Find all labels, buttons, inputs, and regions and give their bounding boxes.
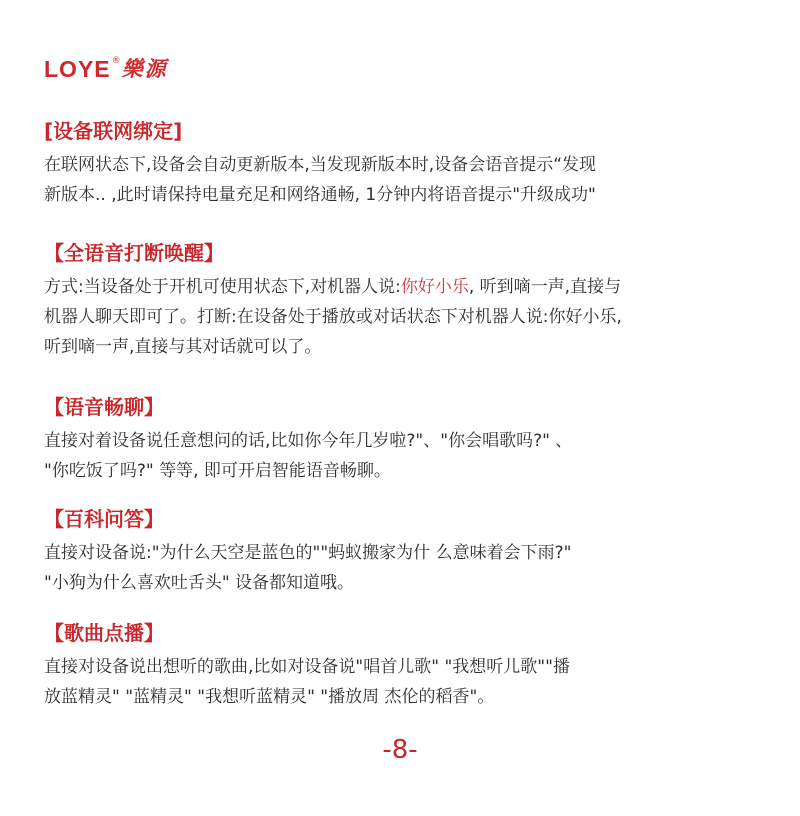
body-text: , 听到嘀一声,直接与 bbox=[468, 277, 622, 297]
section-heading: 【百科问答】 bbox=[44, 507, 164, 531]
body-text-line: 直接对设备说出想听的歌曲,比如对设备说"唱首儿歌" "我想听儿歌""播 bbox=[44, 657, 570, 677]
section-heading: 【歌曲点播】 bbox=[44, 621, 164, 645]
logo-latin-text: LOYE bbox=[44, 56, 111, 82]
section-network-binding bbox=[44, 118, 764, 210]
body-text-line: "小狗为什么喜欢吐舌头" 设备都知道哦。 bbox=[44, 573, 355, 593]
body-text-line: 在联网状态下,设备会自动更新版本,当发现新版本时,设备会语音提示“发现 bbox=[44, 155, 597, 175]
body-text-line: 新版本.. ,此时请保持电量充足和网络通畅, 1分钟内将语音提示"升级成功" bbox=[44, 185, 596, 205]
section-heading: [设备联网绑定] bbox=[44, 119, 183, 143]
body-text-line: 放蓝精灵" "蓝精灵" "我想听蓝精灵" "播放周 杰伦的稻香"。 bbox=[44, 687, 495, 707]
body-text-line: "你吃饭了吗?" 等等, 即可开启智能语音畅聊。 bbox=[44, 461, 391, 481]
section-voice-wakeup bbox=[44, 240, 764, 362]
brand-logo bbox=[44, 56, 168, 82]
section-encyclopedia-qa bbox=[44, 506, 764, 598]
registered-mark: ® bbox=[111, 56, 121, 66]
wake-word-highlight: 你好小乐 bbox=[400, 277, 469, 297]
body-text-line bbox=[44, 272, 764, 302]
section-voice-chat bbox=[44, 394, 764, 486]
body-text-line: 机器人聊天即可了。打断:在设备处于播放或对话状态下对机器人说:你好小乐, bbox=[44, 307, 622, 327]
body-text-line: 直接对着设备说任意想问的话,比如你今年几岁啦?"、"你会唱歌吗?" 、 bbox=[44, 431, 573, 451]
body-text-line: 听到嘀一声,直接与其对话就可以了。 bbox=[44, 337, 322, 357]
body-text: 方式:当设备处于开机可使用状态下,对机器人说: bbox=[44, 277, 401, 297]
section-heading: 【全语音打断唤醒】 bbox=[44, 241, 224, 265]
page-number: -8- bbox=[382, 735, 418, 765]
section-song-request bbox=[44, 620, 764, 712]
logo-chinese-text: 樂源 bbox=[121, 56, 168, 81]
section-heading: 【语音畅聊】 bbox=[44, 395, 164, 419]
body-text-line: 直接对设备说:"为什么天空是蓝色的""蚂蚁搬家为什 么意味着会下雨?" bbox=[44, 543, 572, 563]
